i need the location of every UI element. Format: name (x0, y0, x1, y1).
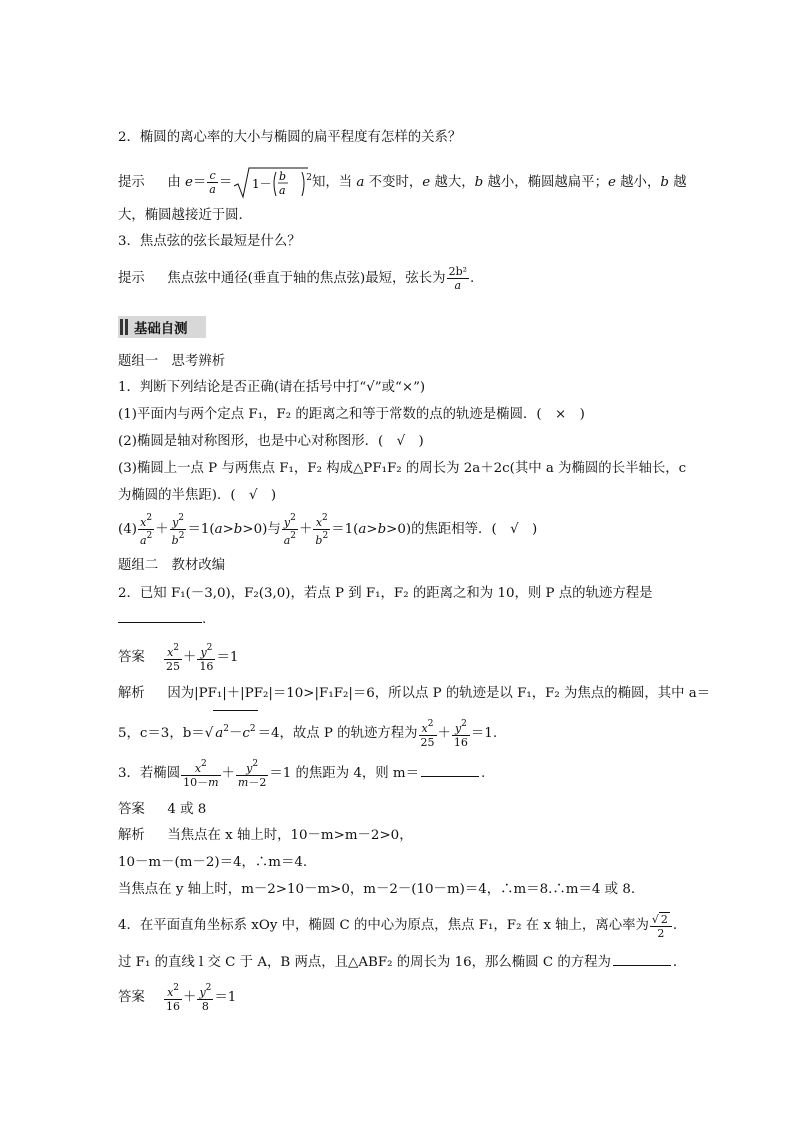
analysis-label: 解析 (118, 828, 145, 843)
hint-label: 提示 (118, 175, 145, 190)
answer-blank (613, 952, 671, 966)
answer-label: 答案 (118, 650, 145, 665)
group-2-question-4a: 4．在平面直角坐标系 xOy 中，椭圆 C 的中心为原点，焦点 F₁，F₂ 在 x 轴上，离心率为 $\frac{√ 2}{2}$ . (118, 912, 678, 940)
answer-label: 答案 (118, 802, 145, 817)
hint-text: 越小，椭圆越扁平； (487, 175, 608, 190)
group-1-item-3a: (3)椭圆上一点 P 与两焦点 F₁，F₂ 构成△PF₁F₂ 的周长为 2a＋2c(其中 a 为椭圆的长半轴长，c (118, 461, 687, 476)
question-3-hint: 提示 焦点弦中通径(垂直于轴的焦点弦)最短，弦长为 $\frac{\text{2b²}}{a}$ . (118, 265, 475, 292)
q3-analysis-line2: 10－m－(m－2)＝4，∴m＝4. (118, 855, 308, 870)
group-1-item-4: (4) $\frac{x^2}{a^2}$ ＋ $\frac{y^2}{b^2}$ ＝1(a>b>0)与 $\frac{y^2}{a^2}$ ＋ $\frac{x^2}{b^2}$ ＝1(a>b>0)的焦距相等．( √ ) (118, 513, 538, 547)
group-1-question-stem: 1．判断下列结论是否正确(请在括号中打“√”或“×”) (118, 380, 426, 395)
hint-text: 知，当 (311, 175, 353, 190)
group-1-item-2: (2)椭圆是轴对称图形，也是中心对称图形．( √ ) (118, 434, 424, 449)
hint-text: 由 (167, 175, 181, 190)
q4-answer: 答案 $\frac{x^2}{16}$ ＋ $\frac{y^2}{8}$ ＝1 (118, 983, 237, 1013)
analysis-text: 5，c＝3，b＝ (118, 726, 205, 741)
group-2-title: 题组二 教材改编 (118, 558, 226, 573)
group-2-question-3: 3．若椭圆 $\frac{x^2}{10-m}$ ＋ $\frac{y^2}{m-2}$ ＝1 的焦距为 4，则 m＝ . (118, 759, 486, 789)
question-text: 过 F₁ 的直线 l 交 C 于 A，B 两点，且△ABF₂ 的周长为 16，那么椭圆 C 的方程为 (118, 955, 611, 970)
group-2-question-4b: 过 F₁ 的直线 l 交 C 于 A，B 两点，且△ABF₂ 的周长为 16，那么椭圆 C 的方程为 ． (118, 952, 682, 973)
section-bar-decoration (120, 319, 123, 335)
answer-label: 答案 (118, 990, 145, 1005)
analysis-label: 解析 (118, 686, 145, 701)
hint-label: 提示 (118, 271, 145, 286)
fraction-2b2-over-a: $\frac{\text{2b²}}{a}$ (448, 265, 468, 292)
q3-answer (118, 800, 682, 820)
svg-text:b: b (279, 169, 287, 183)
group-2-question-2: 2．已知 F₁(－3,0)，F₂(3,0)，若点 P 到 F₁，F₂ 的距离之和为 10，则 P 点的轨迹方程是 (118, 586, 653, 601)
question-2-hint-cont: 大，椭圆越接近于圆. (118, 208, 243, 223)
hint-text: 越大， (434, 175, 475, 190)
q3-analysis-line1 (118, 826, 682, 846)
hint-text: 越 (673, 175, 687, 190)
q2-analysis-line1 (118, 684, 711, 704)
section-header (118, 316, 206, 338)
q3-analysis-line3: 当焦点在 y 轴上时，m－2>10－m>0，m－2－(10－m)＝4，∴m＝8.∴m＝4 或 8. (118, 882, 636, 897)
item-4-tail: 的焦距相等．( √ ) (411, 522, 538, 537)
group-1-item-3b: 为椭圆的半焦距)．( √ ) (118, 488, 277, 503)
blank-period: . (202, 612, 207, 627)
group-1-title: 题组一 思考辨析 (118, 354, 226, 369)
hint-text: 越小， (620, 175, 661, 190)
question-2-text: 2．椭圆的离心率的大小与椭圆的扁平程度有怎样的关系？ (118, 130, 462, 145)
section-bar-decoration (125, 319, 128, 335)
section-title: 基础自测 (134, 322, 188, 337)
sqrt-formula (232, 166, 310, 200)
svg-text:1－: 1－ (252, 176, 272, 191)
group-1-item-1: (1)平面内与两个定点 F₁，F₂ 的距离之和等于常数的点的轨迹是椭圆．( × ) (118, 407, 585, 422)
hint-text: 不变时， (368, 175, 423, 190)
question-2-hint: 提示 由 e＝ $\frac{c}{a}$ ＝ 1－ b a $^2$知，当 a 不变时，e 越大，b 越小，椭圆越扁平；e 越小，b 越 (118, 160, 682, 196)
question-text: ＝1 的焦距为 4，则 m＝ (269, 766, 419, 781)
analysis-text: 当焦点在 x 轴上时，10－m>m－2>0， (167, 828, 413, 843)
answer-blank (118, 622, 202, 623)
analysis-text: ＝4，故点 P 的轨迹方程为 (257, 726, 418, 741)
fraction-c-over-a: $\frac{c}{a}$ (209, 169, 216, 196)
answer-value: 4 或 8 (167, 802, 207, 817)
analysis-text: 因为|PF₁|＋|PF₂|＝10>|F₁F₂|＝6，所以点 P 的轨迹是以 F₁，F₂ 为焦点的椭圆，其中 a＝ (167, 686, 711, 701)
q2-analysis-line2: 5，c＝3，b＝√ $a^2-c^2 =4$，故点 P 的轨迹方程为 $\frac{x^2}{25}$ ＋ $\frac{y^2}{16}$ ＝1. (118, 710, 682, 752)
question-3-text: 3．焦点弦的弦长最短是什么？ (118, 234, 301, 249)
answer-blank (421, 763, 479, 777)
svg-text:a: a (279, 183, 286, 197)
question-text: 4．在平面直角坐标系 xOy 中，椭圆 C 的中心为原点，焦点 F₁，F₂ 在 x 轴上，离心率为 (118, 918, 649, 933)
q2-answer: 答案 $\frac{x^2}{25}$ ＋ $\frac{y^2}{16}$ ＝1 (118, 643, 239, 673)
hint-text: 焦点弦中通径(垂直于轴的焦点弦)最短，弦长为 (167, 271, 446, 286)
question-text: 3．若椭圆 (118, 766, 181, 781)
